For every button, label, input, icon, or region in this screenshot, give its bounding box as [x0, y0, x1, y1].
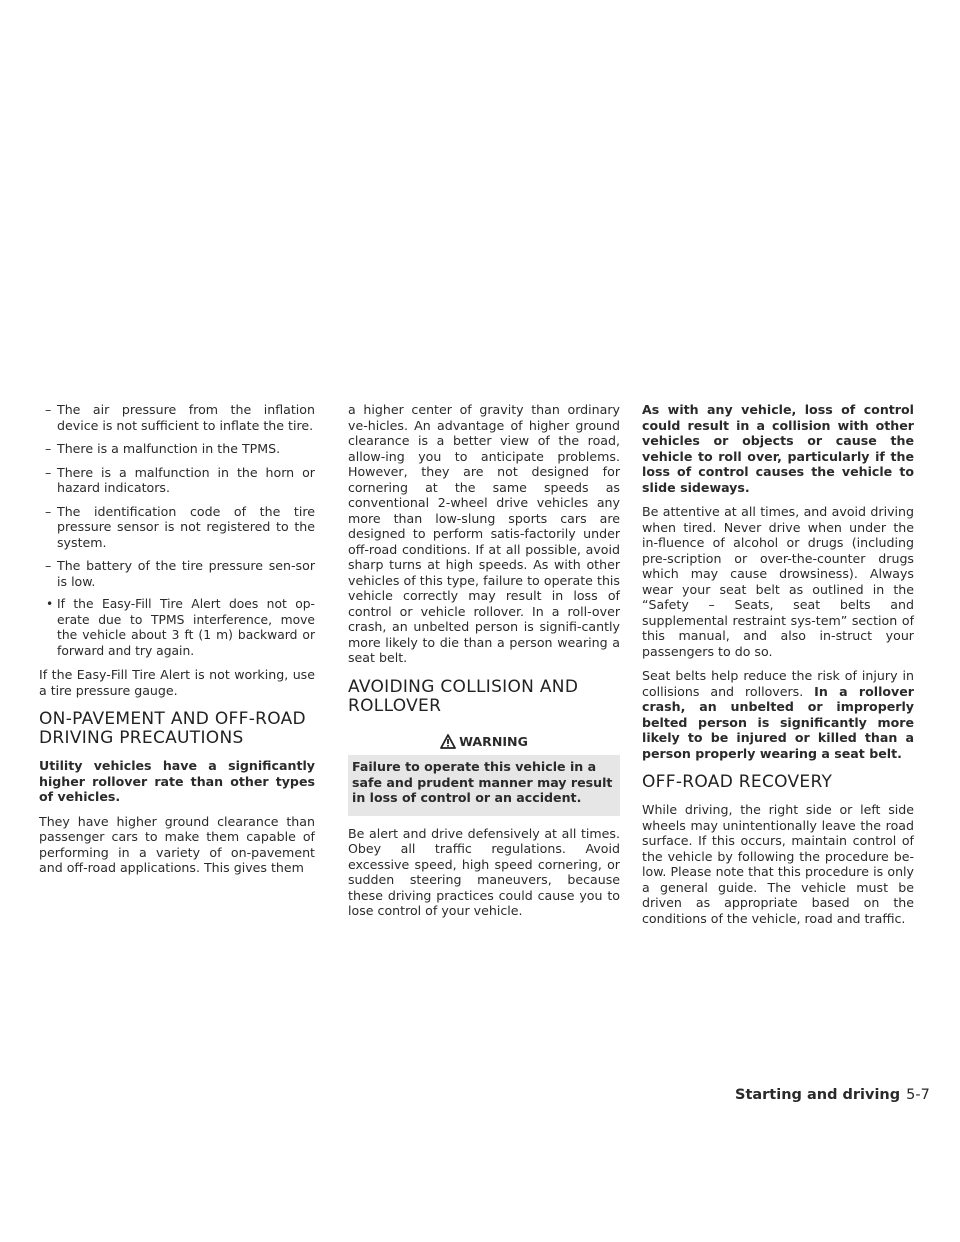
bold-statement: In a rollover crash, an unbelted or improperly belted person is significantly more likely to be injured or killed than a person properly wearing a seat belt.: [642, 683, 914, 761]
paragraph: a higher center of gravity than ordinary ve-hicles. An advantage of higher ground clearance is a better view of the road, allow-ing you to anticipate problems. However, they are not designed for cornering at the same speeds as conventional 2-wheel drive vehicles any more than low-slung sports cars are designed to perform satis-factorily under off-road conditions. If at all possible, avoid sharp turns at high speeds. As with other vehicles of this type, failure to operate this vehicle correctly may result in loss of control or vehicle rollover. In a roll-over crash, an unbelted person is signifi-cantly more likely to die than a person wearing a seat belt.: [348, 402, 620, 665]
bullet-item: • If the Easy-Fill Tire Alert does not op-erate due to TPMS interference, move the vehicle about 3 ft (1 m) backward or forward and try again.: [46, 597, 315, 658]
section-heading: [348, 678, 620, 716]
heading-line: DRIVING PRECAUTIONS: [39, 728, 244, 748]
heading-line: ROLLOVER: [348, 695, 442, 716]
paragraph: If the Easy-Fill Tire Alert is not working, use a tire pressure gauge.: [39, 667, 315, 698]
warning-box: [348, 730, 620, 816]
section-title: Starting and driving: [735, 1087, 901, 1103]
column-2: [348, 402, 620, 928]
warning-icon: [440, 734, 456, 749]
paragraph: [642, 668, 914, 761]
page-footer: [735, 1087, 930, 1103]
paragraph: They have higher ground clearance than passenger cars to make them capable of performing in a variety of on-pavement and off-road applications. This gives them: [39, 813, 315, 875]
paragraph: Be attentive at all times, and avoid driving when tired. Never drive when under the in-fluence of alcohol or drugs (including pre-scription or over-the-counter drugs which may cause drowsiness). Always wear your seat belt as outlined in the “Safety – Seats, seat belts and supplemental restraint sys-tem” section of this manual, and also in-struct your passengers to do so.: [642, 504, 914, 659]
page-number: 5-7: [906, 1087, 930, 1103]
heading-line: AVOIDING COLLISION AND: [348, 676, 579, 697]
paragraph-text: Seat belts help reduce the risk of injury in collisions and rollovers.: [642, 668, 914, 699]
list-item: – There is a malfunction in the TPMS.: [45, 441, 281, 456]
section-heading: [39, 710, 315, 748]
heading-line: ON-PAVEMENT AND OFF-ROAD: [39, 709, 306, 729]
bold-statement: Utility vehicles have a significantly higher rollover rate than other types of vehicles.: [39, 758, 315, 804]
section-heading: OFF-ROAD RECOVERY: [642, 772, 833, 792]
list-item: – The battery of the tire pressure sen-sor is low.: [45, 558, 315, 589]
list-item: – There is a malfunction in the horn or hazard indicators.: [45, 464, 315, 495]
list-item: – The air pressure from the inflation device is not sufficient to inflate the tire.: [45, 402, 315, 433]
warning-label: WARNING: [459, 733, 528, 749]
warning-text: Failure to operate this vehicle in a safe and prudent manner may result in loss of control or an accident.: [352, 759, 613, 805]
bold-statement: As with any vehicle, loss of control could result in a collision with other vehicles or objects or cause the vehicle to roll over, particularly if the loss of control causes the vehicle to slide sideways.: [642, 402, 914, 495]
paragraph: Be alert and drive defensively at all times. Obey all traffic regulations. Avoid excessive speed, high speed cornering, or sudden steering maneuvers, because these driving practices could cause you to lose control of your vehicle.: [348, 825, 620, 918]
list-item: – The identification code of the tire pressure sensor is not registered to the system.: [45, 503, 315, 550]
column-1: [39, 402, 315, 885]
warning-header: [348, 730, 620, 756]
column-3: [642, 402, 914, 935]
paragraph: While driving, the right side or left side wheels may unintentionally leave the road surface. If this occurs, maintain control of the vehicle by following the procedure be-low. Please note that this procedure is only a general guide. The vehicle must be driven as appropriate based on the conditions of the vehicle, road and traffic.: [642, 802, 914, 926]
